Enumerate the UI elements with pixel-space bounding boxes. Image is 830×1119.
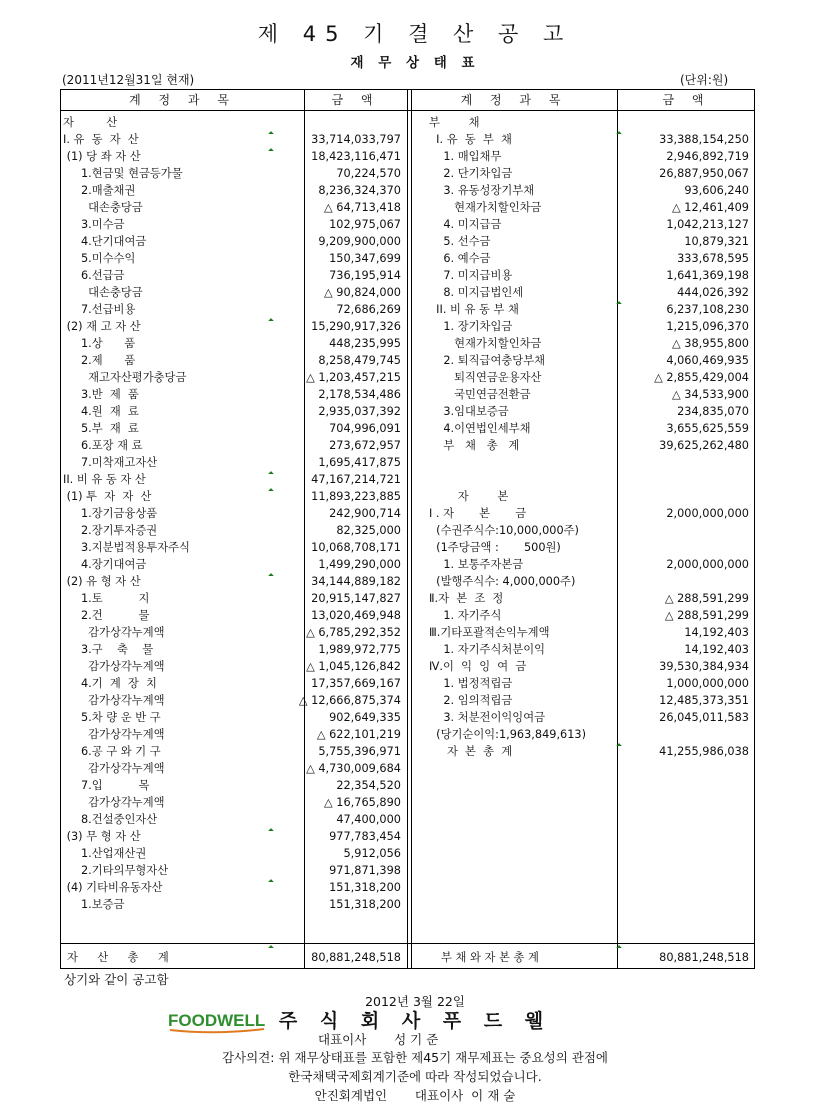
liabilities-row-label: 현재가치할인차금 bbox=[429, 337, 542, 350]
liabilities-row-amount: 4,060,469,935 bbox=[666, 354, 749, 367]
assets-row-amount: 971,871,398 bbox=[329, 864, 401, 877]
assets-row-amount: 1,989,972,775 bbox=[318, 643, 401, 656]
assets-row-label: 1.장기금융상품 bbox=[63, 507, 158, 520]
assets-row-label: 감가상각누계액 bbox=[63, 694, 165, 707]
assets-row-amount: 8,258,479,745 bbox=[318, 354, 401, 367]
liabilities-row-amount: 6,237,108,230 bbox=[666, 303, 749, 316]
liabilities-row-amount bbox=[601, 522, 749, 539]
assets-row-label: 1.상 품 bbox=[63, 337, 136, 350]
liabilities-row-amount: 41,255,986,038 bbox=[659, 745, 749, 758]
assets-row-label: 6.선급금 bbox=[63, 269, 125, 282]
assets-row-label: 1.보증금 bbox=[63, 898, 125, 911]
logo-wordmark: FOODWELL bbox=[168, 1011, 266, 1030]
liabilities-row-label: (1주당금액 : 500원) bbox=[429, 541, 561, 554]
liabilities-row-amount: 1,042,213,127 bbox=[666, 218, 749, 231]
assets-row-label: 4.장기대여금 bbox=[63, 558, 147, 571]
liab-equity-total-amount: 80,881,248,518 bbox=[659, 951, 749, 964]
assets-row-amount: 151,318,200 bbox=[329, 881, 401, 894]
assets-row-label: 8.건설중인자산 bbox=[63, 813, 158, 826]
liabilities-row-label: 6. 예수금 bbox=[429, 252, 491, 265]
liabilities-row-label: 4. 미지급금 bbox=[429, 218, 502, 231]
liabilities-row-amount bbox=[601, 573, 749, 590]
liabilities-row-label: 1. 자기주식 bbox=[429, 609, 502, 622]
assets-row-amount: △ 16,765,890 bbox=[324, 796, 401, 809]
assets-row-label: (2) 유 형 자 산 bbox=[63, 575, 141, 588]
liabilities-row-label: 5. 선수금 bbox=[429, 235, 491, 248]
assets-row-amount: 47,400,000 bbox=[336, 813, 401, 826]
liabilities-row-label: 부 채 bbox=[429, 116, 480, 129]
liabilities-row-label: 3. 유동성장기부채 bbox=[429, 184, 535, 197]
assets-row-label: 2.기타의무형자산 bbox=[63, 864, 169, 877]
assets-total-label: 자 산 총 계 bbox=[67, 951, 170, 964]
liabilities-row-label: (당기순이익:1,963,849,613) bbox=[429, 728, 587, 741]
assets-row-label: 7.선급비용 bbox=[63, 303, 136, 316]
center-divider bbox=[407, 90, 408, 968]
liabilities-row-label: 1. 보통주자본금 bbox=[429, 558, 524, 571]
assets-row-amount: 902,649,335 bbox=[329, 711, 401, 724]
liabilities-row-label: 2. 퇴직급여충당부채 bbox=[429, 354, 546, 367]
liabilities-row-amount: 39,530,384,934 bbox=[659, 660, 749, 673]
liabilities-row-label: 1. 자기주식처분이익 bbox=[429, 643, 546, 656]
liabilities-row-amount: 1,215,096,370 bbox=[666, 320, 749, 333]
liabilities-row-amount: △ 38,955,800 bbox=[672, 337, 749, 350]
assets-row-amount: 34,144,889,182 bbox=[311, 575, 401, 588]
liabilities-row-amount: 14,192,403 bbox=[684, 626, 749, 639]
assets-row-amount: 47,167,214,721 bbox=[311, 473, 401, 486]
liabilities-row-amount: 1,641,369,198 bbox=[666, 269, 749, 282]
audit-opinion-line2: 한국채택국제회계기준에 따라 작성되었습니다. bbox=[288, 1069, 542, 1084]
liabilities-row-amount bbox=[601, 471, 749, 488]
assets-row-label: 재고자산평가충당금 bbox=[63, 371, 187, 384]
liabilities-row-label: 2. 단기차입금 bbox=[429, 167, 513, 180]
liabilities-row-label: 2. 임의적립금 bbox=[429, 694, 513, 707]
assets-row-label: (4) 기타비유동자산 bbox=[63, 881, 163, 894]
liabilities-row-label: (발행주식수: 4,000,000주) bbox=[429, 575, 576, 588]
liabilities-row-label: II. 비 유 동 부 채 bbox=[429, 303, 519, 316]
assets-row-amount: 5,912,056 bbox=[343, 847, 401, 860]
assets-row-amount: △ 4,730,009,684 bbox=[306, 762, 401, 775]
assets-row-label: 6.공 구 와 기 구 bbox=[63, 745, 161, 758]
assets-row-label: 4.기 계 장 치 bbox=[63, 677, 157, 690]
assets-row-amount: 1,499,290,000 bbox=[318, 558, 401, 571]
liabilities-row-label: 7. 미지급비용 bbox=[429, 269, 513, 282]
liabilities-row-amount: 3,655,625,559 bbox=[666, 422, 749, 435]
assets-row-label: 1.토 지 bbox=[63, 592, 150, 605]
liabilities-row-amount: △ 12,461,409 bbox=[672, 201, 749, 214]
assets-row-amount: 33,714,033,797 bbox=[311, 133, 401, 146]
assets-row-amount: 448,235,995 bbox=[329, 337, 401, 350]
assets-row-label: 3.미수금 bbox=[63, 218, 125, 231]
company-name: 주 식 회 사 푸 드 웰 bbox=[278, 1010, 552, 1032]
liabilities-row-amount: 333,678,595 bbox=[677, 252, 749, 265]
liabilities-row-amount: 2,000,000,000 bbox=[666, 558, 749, 571]
assets-row-label: (1) 투 자 자 산 bbox=[63, 490, 152, 503]
liabilities-row-amount: 93,606,240 bbox=[684, 184, 749, 197]
assets-row-label: 5.차 량 운 반 구 bbox=[63, 711, 161, 724]
assets-row-label: 감가상각누계액 bbox=[63, 762, 165, 775]
liabilities-row-amount: 12,485,373,351 bbox=[659, 694, 749, 707]
assets-row-amount: 704,996,091 bbox=[329, 422, 401, 435]
assets-row-label: 2.장기투자증권 bbox=[63, 524, 158, 537]
assets-row-label: (1) 당 좌 자 산 bbox=[63, 150, 141, 163]
liabilities-row-amount bbox=[601, 114, 749, 131]
assets-row-amount: △ 6,785,292,352 bbox=[306, 626, 401, 639]
liabilities-row-label: I . 자 본 금 bbox=[429, 507, 527, 520]
header-amount-right: 금 액 bbox=[662, 93, 711, 107]
assets-row-amount: 102,975,067 bbox=[329, 218, 401, 231]
liabilities-row-label: 국민연금전환금 bbox=[429, 388, 531, 401]
assets-row-amount: 8,236,324,370 bbox=[318, 184, 401, 197]
assets-row-amount: △ 90,824,000 bbox=[324, 286, 401, 299]
assets-row-amount: 10,068,708,171 bbox=[311, 541, 401, 554]
liabilities-row-amount: 2,000,000,000 bbox=[666, 507, 749, 520]
statement-subtitle: 재 무 상 태 표 bbox=[350, 55, 480, 71]
liabilities-row-amount: △ 288,591,299 bbox=[664, 609, 749, 622]
assets-row-label: 2.건 물 bbox=[63, 609, 150, 622]
assets-row-amount: 736,195,914 bbox=[329, 269, 401, 282]
liabilities-row-label: 3. 처분전이익잉여금 bbox=[429, 711, 546, 724]
liabilities-row-amount: 14,192,403 bbox=[684, 643, 749, 656]
liabilities-row-amount: 2,946,892,719 bbox=[666, 150, 749, 163]
liabilities-row-label: 4.이연법인세부채 bbox=[429, 422, 531, 435]
date-note: (2011년12월31일 현재) bbox=[62, 73, 195, 87]
assets-row-amount: 273,672,957 bbox=[329, 439, 401, 452]
assets-row-amount: 977,783,454 bbox=[329, 830, 401, 843]
assets-row-amount: 11,893,223,885 bbox=[311, 490, 401, 503]
liabilities-row-label: 3.임대보증금 bbox=[429, 405, 509, 418]
assets-row-label: 7.입 목 bbox=[63, 779, 150, 792]
liabilities-row-amount bbox=[601, 726, 749, 743]
assets-row-label: 1.현금및 현금등가물 bbox=[63, 167, 183, 180]
assets-row-amount: 151,318,200 bbox=[329, 898, 401, 911]
liabilities-row-label: 1. 법정적립금 bbox=[429, 677, 513, 690]
liabilities-row-amount bbox=[601, 488, 749, 505]
liabilities-row-label: 1. 매입채무 bbox=[429, 150, 502, 163]
assets-row-amount: △ 1,203,457,215 bbox=[306, 371, 401, 384]
assets-row-label: 감가상각누계액 bbox=[63, 660, 165, 673]
page-title: 제 45 기 결 산 공 고 bbox=[257, 22, 573, 46]
assets-row-amount bbox=[261, 114, 401, 131]
assets-row-label: 5.부 재 료 bbox=[63, 422, 139, 435]
liabilities-row-amount bbox=[601, 454, 749, 471]
assets-row-label: 감가상각누계액 bbox=[63, 626, 165, 639]
liabilities-row-label: 자 본 bbox=[429, 490, 509, 503]
assets-row-amount: 70,224,570 bbox=[336, 167, 401, 180]
liabilities-row-label: I. 유 동 부 채 bbox=[429, 133, 512, 146]
assets-row-label: 7.미착재고자산 bbox=[63, 456, 158, 469]
auditor-line: 안진회계법인 대표이사 이 재 술 bbox=[314, 1088, 516, 1103]
assets-row-amount: 13,020,469,948 bbox=[311, 609, 401, 622]
liabilities-row-label: (수권주식수:10,000,000주) bbox=[429, 524, 579, 537]
liabilities-row-label: 현재가치할인차금 bbox=[429, 201, 542, 214]
assets-row-label: 3.구 축 물 bbox=[63, 643, 154, 656]
header-amount-left: 금 액 bbox=[331, 93, 380, 107]
assets-row-amount: 18,423,116,471 bbox=[311, 150, 401, 163]
assets-row-amount: 17,357,669,167 bbox=[311, 677, 401, 690]
unit-note: (단위:원) bbox=[680, 73, 729, 87]
assets-row-amount: 2,178,534,486 bbox=[318, 388, 401, 401]
liabilities-row-amount: 10,879,321 bbox=[684, 235, 749, 248]
assets-row-label: 4.단기대여금 bbox=[63, 235, 147, 248]
assets-row-label: 5.미수수익 bbox=[63, 252, 136, 265]
liabilities-row-amount: △ 2,855,429,004 bbox=[654, 371, 749, 384]
liabilities-row-amount: 444,026,392 bbox=[677, 286, 749, 299]
totals-rule bbox=[61, 943, 754, 944]
assets-row-amount: 242,900,714 bbox=[329, 507, 401, 520]
liabilities-row-amount: 234,835,070 bbox=[677, 405, 749, 418]
assets-row-label: 2.제 품 bbox=[63, 354, 136, 367]
assets-row-amount: 150,347,699 bbox=[329, 252, 401, 265]
assets-row-label: (2) 재 고 자 산 bbox=[63, 320, 141, 333]
assets-row-label: 3.반 제 품 bbox=[63, 388, 139, 401]
liabilities-row-amount: △ 288,591,299 bbox=[664, 592, 749, 605]
assets-row-label: 6.포장 재 료 bbox=[63, 439, 143, 452]
liabilities-row-label: Ⅳ.이 익 잉 여 금 bbox=[429, 660, 527, 673]
liabilities-row-label: Ⅲ.기타포괄적손익누계액 bbox=[429, 626, 550, 639]
liabilities-row-amount: 26,887,950,067 bbox=[659, 167, 749, 180]
liabilities-row-label: 8. 미지급법인세 bbox=[429, 286, 524, 299]
liabilities-row-label: Ⅱ.자 본 조 정 bbox=[429, 592, 504, 605]
liabilities-row-label: 퇴직연금운용자산 bbox=[429, 371, 542, 384]
assets-row-amount: 72,686,269 bbox=[336, 303, 401, 316]
liabilities-row-amount: 1,000,000,000 bbox=[666, 677, 749, 690]
assets-row-label: 감가상각누계액 bbox=[63, 728, 165, 741]
assets-row-label: 대손충당금 bbox=[63, 286, 143, 299]
liabilities-row-label: 자 본 총 계 bbox=[429, 745, 513, 758]
assets-row-label: 3.지분법적용투자주식 bbox=[63, 541, 190, 554]
liabilities-row-label: 1. 장기차입금 bbox=[429, 320, 513, 333]
assets-row-amount: 2,935,037,392 bbox=[318, 405, 401, 418]
liabilities-row-amount: 39,625,262,480 bbox=[659, 439, 749, 452]
assets-row-amount: △ 12,666,875,374 bbox=[298, 694, 401, 707]
liabilities-row-amount: 26,045,011,583 bbox=[659, 711, 749, 724]
center-divider-double bbox=[411, 90, 412, 968]
liabilities-row-amount bbox=[601, 539, 749, 556]
liabilities-row-amount: 33,388,154,250 bbox=[659, 133, 749, 146]
footer-note: 상기와 같이 공고함 bbox=[64, 972, 169, 987]
announcement-date: 2012년 3월 22일 bbox=[365, 994, 465, 1009]
assets-row-label: I. 유 동 자 산 bbox=[63, 133, 139, 146]
assets-row-amount: △ 64,713,418 bbox=[324, 201, 401, 214]
assets-row-label: 자 산 bbox=[63, 116, 118, 129]
assets-row-label: (3) 무 형 자 산 bbox=[63, 830, 141, 843]
assets-row-amount: 20,915,147,827 bbox=[311, 592, 401, 605]
header-account-left: 계 정 과 목 bbox=[129, 93, 236, 107]
header-rule bbox=[61, 110, 754, 111]
audit-opinion-line1: 감사의견: 위 재무상태표를 포함한 제45기 재무제표는 중요성의 관점에 bbox=[221, 1050, 609, 1065]
liab-equity-total-label: 부 채 와 자 본 총 계 bbox=[441, 951, 539, 964]
liabilities-row-amount: △ 34,533,900 bbox=[672, 388, 749, 401]
assets-row-label: 4.원 재 료 bbox=[63, 405, 139, 418]
assets-row-amount: 5,755,396,971 bbox=[318, 745, 401, 758]
assets-row-amount: △ 622,101,219 bbox=[316, 728, 401, 741]
ceo-line: 대표이사 성 기 준 bbox=[318, 1032, 439, 1047]
assets-row-label: 2.매출채권 bbox=[63, 184, 136, 197]
assets-row-label: 감가상각누계액 bbox=[63, 796, 165, 809]
assets-row-amount: 22,354,520 bbox=[336, 779, 401, 792]
assets-row-amount: 9,209,900,000 bbox=[318, 235, 401, 248]
assets-row-label: 대손충당금 bbox=[63, 201, 143, 214]
liabilities-row-label: 부 채 총 계 bbox=[429, 439, 520, 452]
assets-row-label: II. 비 유 동 자 산 bbox=[63, 473, 146, 486]
assets-row-amount: △ 1,045,126,842 bbox=[306, 660, 401, 673]
assets-row-amount: 15,290,917,326 bbox=[311, 320, 401, 333]
assets-row-amount: 1,695,417,875 bbox=[318, 456, 401, 469]
assets-total-amount: 80,881,248,518 bbox=[311, 951, 401, 964]
balance-sheet-table bbox=[60, 89, 755, 969]
header-account-right: 계 정 과 목 bbox=[460, 93, 568, 107]
assets-row-label: 1.산업재산권 bbox=[63, 847, 147, 860]
assets-row-amount: 82,325,000 bbox=[336, 524, 401, 537]
